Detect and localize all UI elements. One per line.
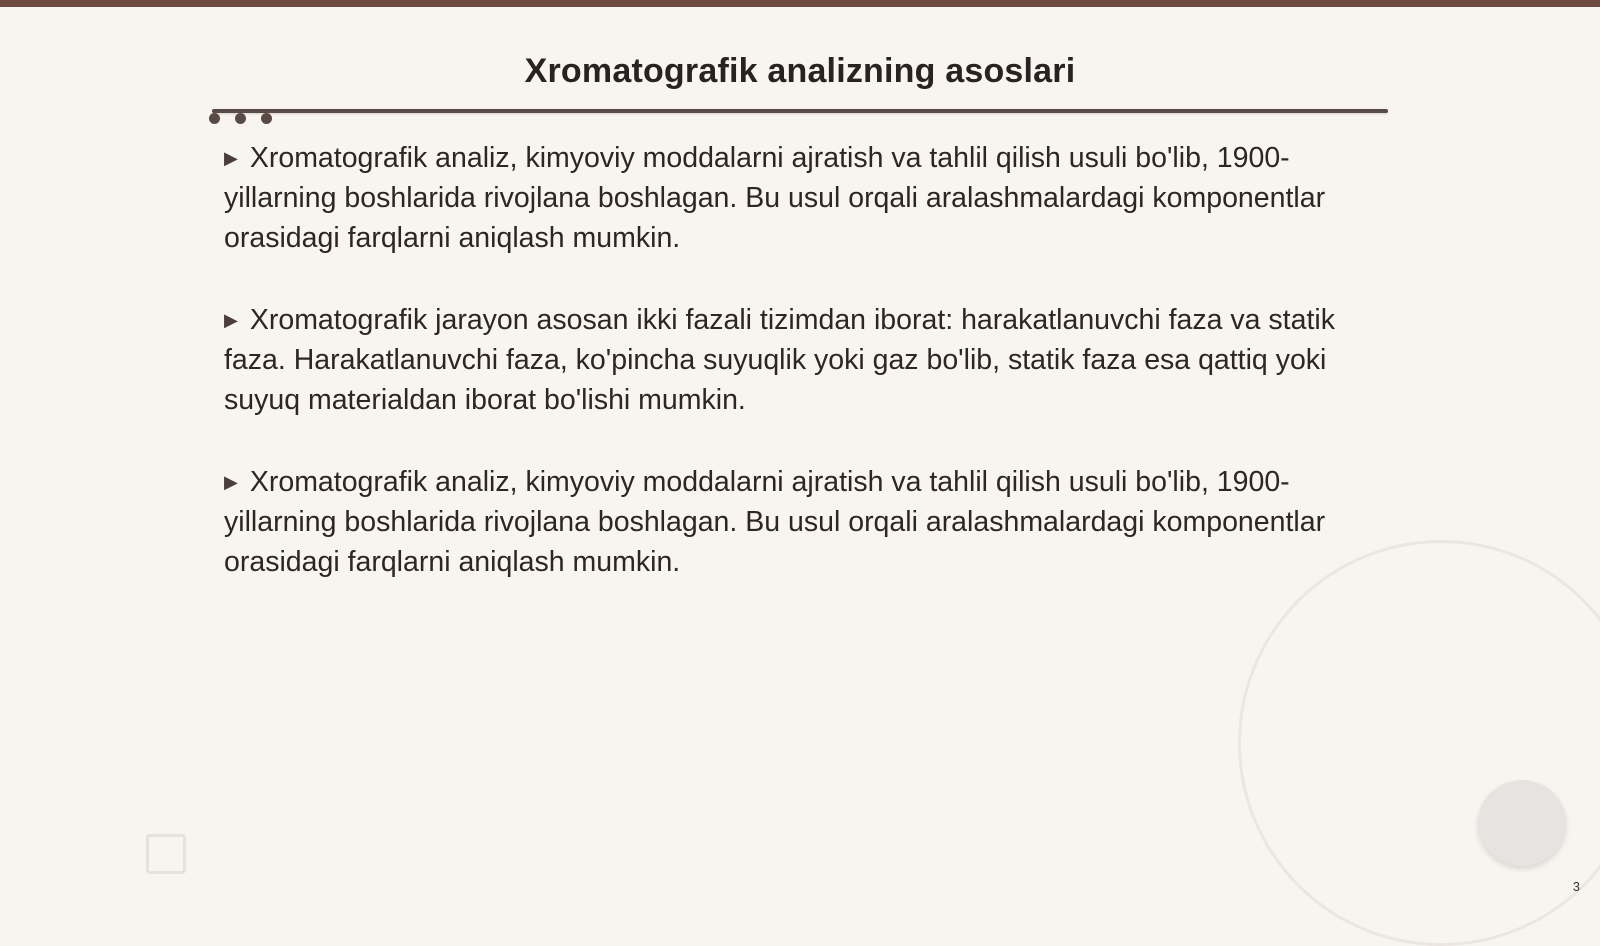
- paragraph-text: Xromatografik jarayon asosan ikki fazali tizimdan iborat: harakatlanuvchi faza va statik faza. Harakatlanuvchi faza, ko'pincha suyuqlik yoki gaz bo'lib, statik faza esa qattiq yoki suyuq materialdan iborat bo'lishi mumkin.: [224, 304, 1335, 416]
- slide-title: Xromatografik analizning asoslari: [524, 52, 1076, 90]
- underline-dot: [261, 113, 272, 124]
- bullet-paragraph: [224, 300, 1354, 420]
- underline-dot: [235, 113, 246, 124]
- bullet-paragraph: [224, 462, 1354, 582]
- title-underline: [212, 109, 1388, 113]
- bullet-paragraph: [224, 138, 1354, 258]
- bullet-arrow-icon: ▶: [224, 310, 238, 330]
- slide-body: [224, 138, 1354, 624]
- page-number: 3: [1572, 879, 1580, 894]
- bullet-arrow-icon: ▶: [224, 148, 238, 168]
- bullet-arrow-icon: ▶: [224, 472, 238, 492]
- decorative-square: [146, 834, 186, 874]
- decorative-dot: [1478, 780, 1566, 866]
- paragraph-text: Xromatografik analiz, kimyoviy moddalarni ajratish va tahlil qilish usuli bo'lib, 1900-yillarning boshlarida rivojlana boshlagan. Bu usul orqali aralashmalardagi komponentlar orasidagi farqlarni aniqlash mumkin.: [224, 466, 1326, 578]
- top-accent-band: [0, 0, 1600, 7]
- paragraph-text: Xromatografik analiz, kimyoviy moddalarni ajratish va tahlil qilish usuli bo'lib, 1900-yillarning boshlarida rivojlana boshlagan. Bu usul orqali aralashmalardagi komponentlar orasidagi farqlarni aniqlash mumkin.: [224, 142, 1326, 254]
- underline-dot: [209, 113, 220, 124]
